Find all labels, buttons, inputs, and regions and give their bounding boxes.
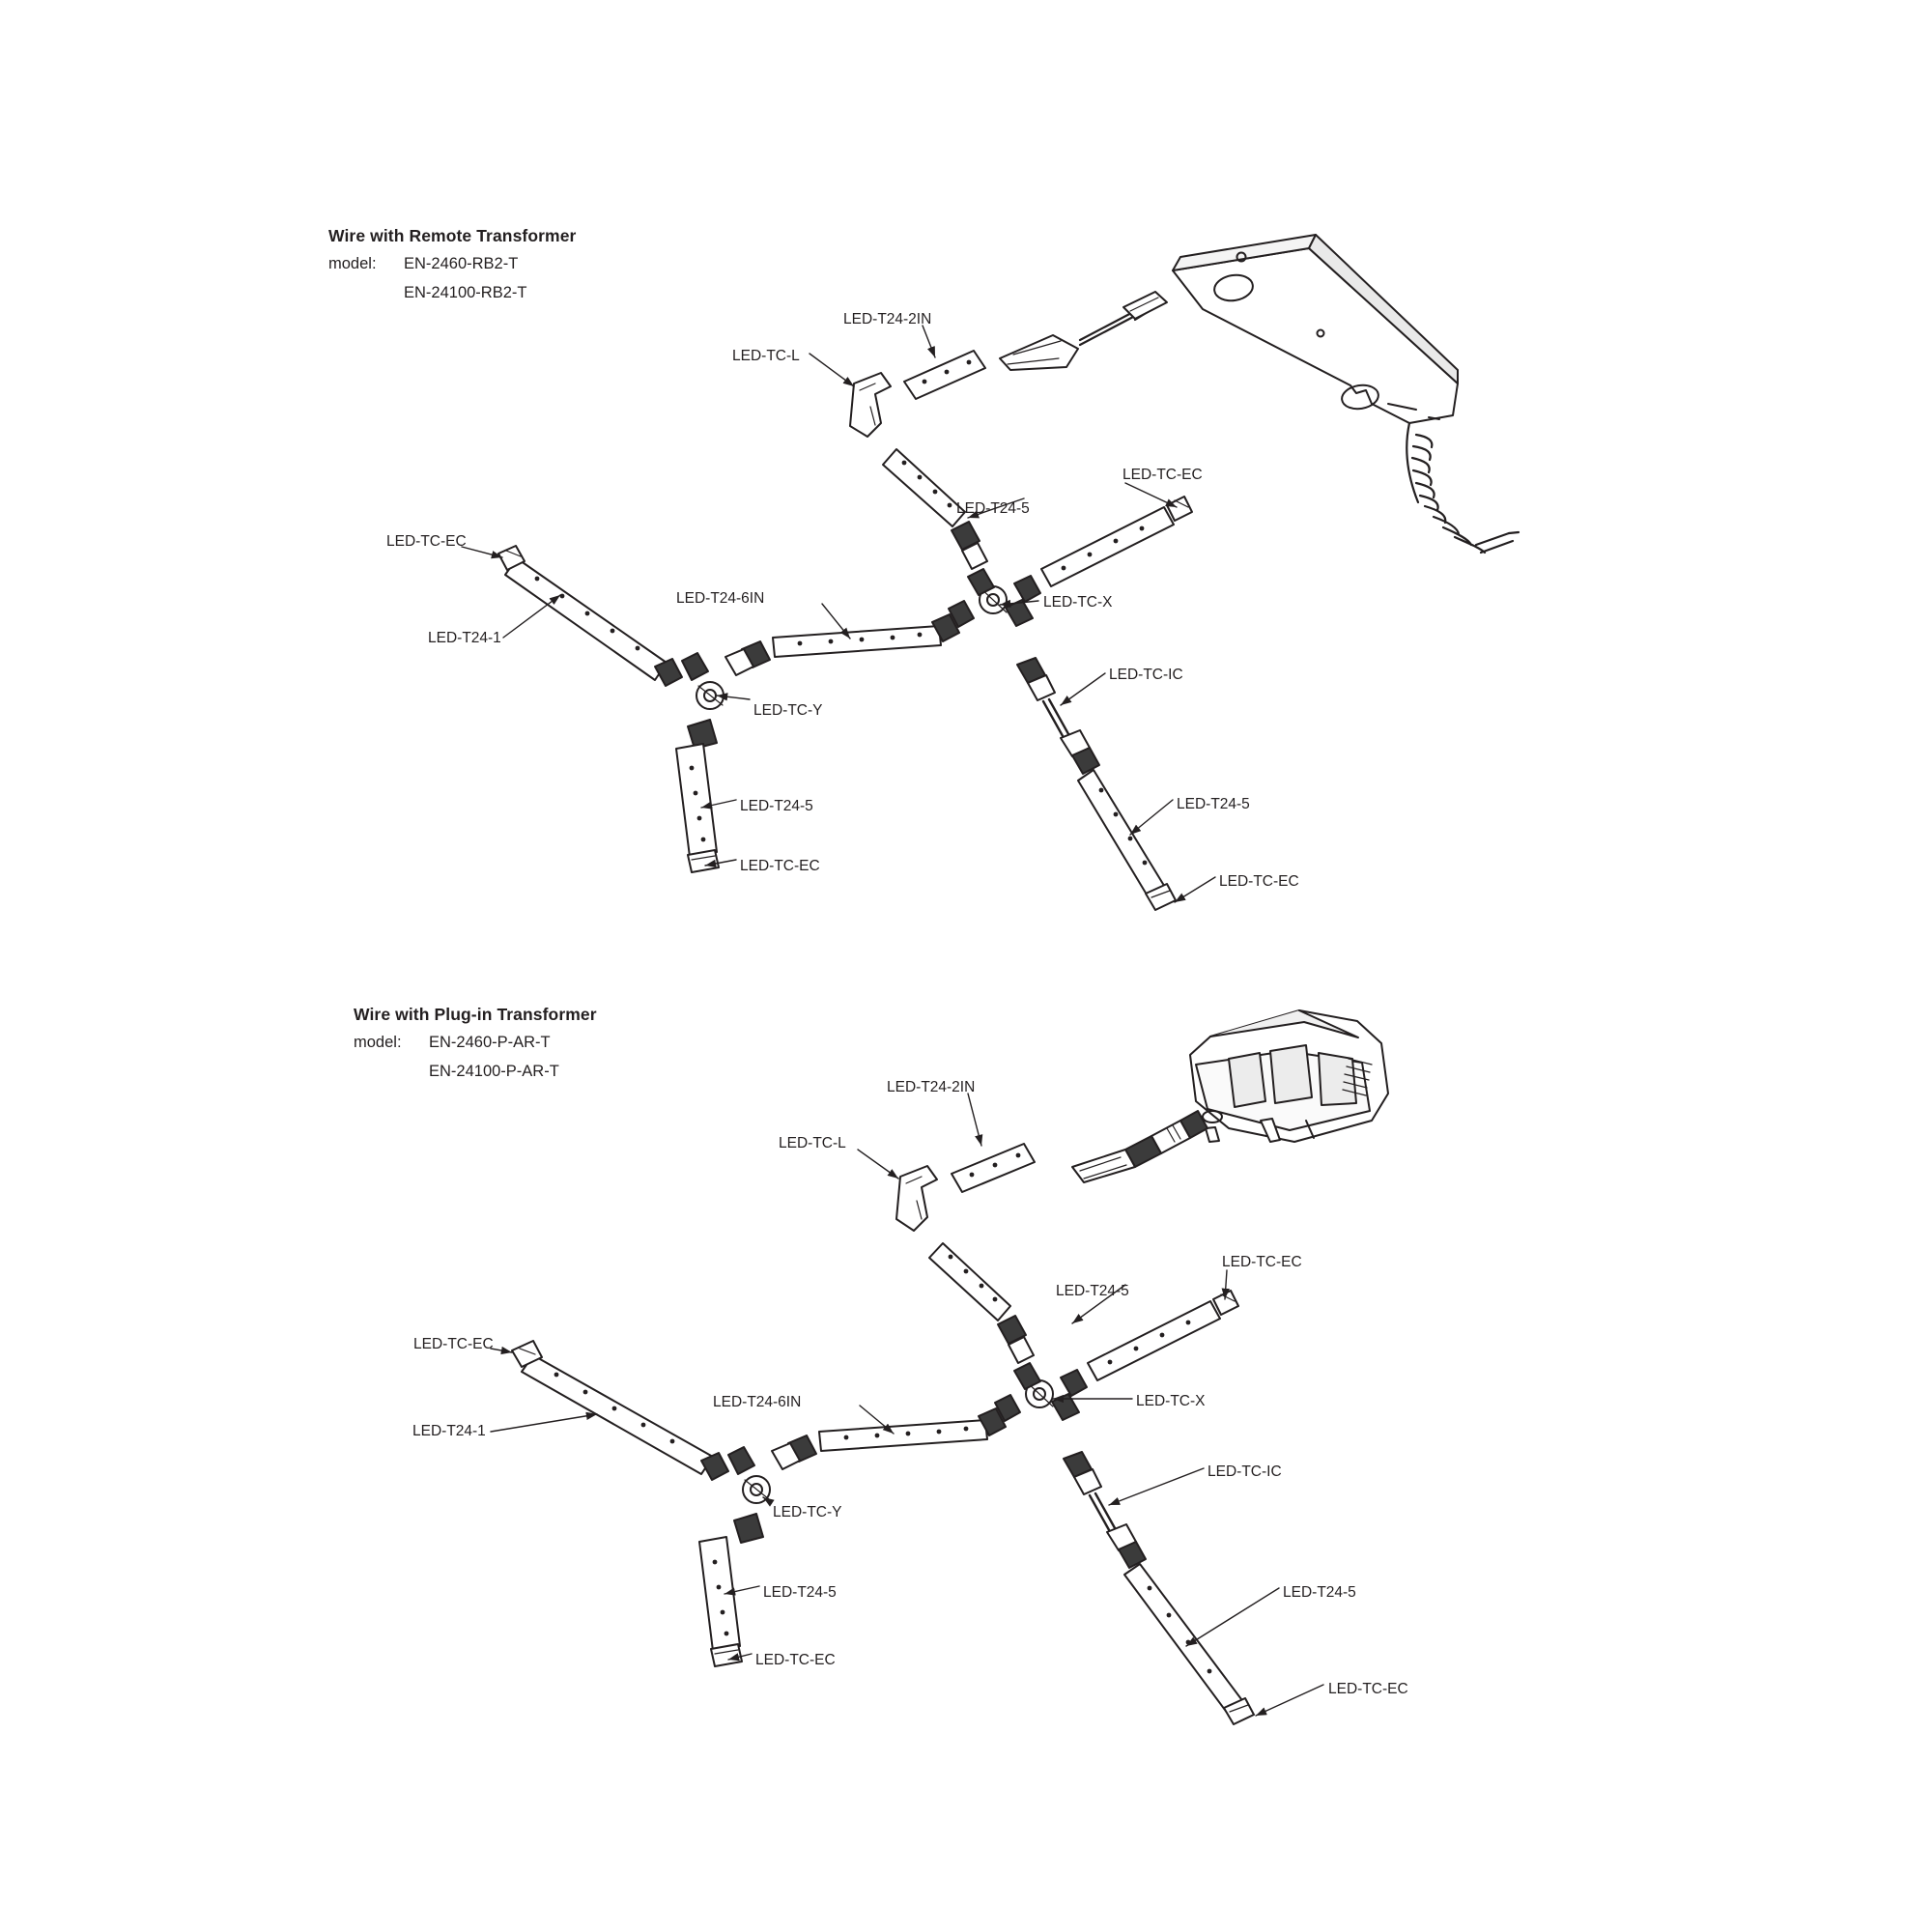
section-heading-plugin: Wire with Plug-in Transformer xyxy=(354,1005,597,1024)
strip-led-t24-1 xyxy=(522,1355,713,1474)
strip-led-t24-2in xyxy=(952,1144,1035,1192)
callout-led-tc-ec-top-right-plugin: LED-TC-EC xyxy=(1222,1254,1302,1270)
strip-led-t24-5-upper-right xyxy=(1088,1301,1220,1380)
callout-led-tc-ic-remote: LED-TC-IC xyxy=(1109,667,1183,683)
strip-led-t24-5-lower-right xyxy=(1124,1564,1244,1714)
callout-led-tc-y-remote: LED-TC-Y xyxy=(753,702,823,719)
end-cap-bottom-left xyxy=(711,1644,742,1666)
model-row-plugin-1 xyxy=(354,1034,551,1052)
model-value-plugin-1: EN-2460-P-AR-T xyxy=(429,1034,551,1051)
connector-led-tc-ic xyxy=(1017,658,1099,774)
callout-led-tc-ic-plugin: LED-TC-IC xyxy=(1208,1463,1282,1480)
assembly-remote-transformer xyxy=(462,235,1519,910)
strip-led-t24-5-lower-left xyxy=(699,1537,740,1651)
connector-led-tc-ic xyxy=(1064,1452,1146,1568)
callout-led-tc-l-remote: LED-TC-L xyxy=(732,348,800,364)
callout-led-t24-5-lower-right-remote: LED-T24-5 xyxy=(1177,796,1250,812)
transformer-power-cord xyxy=(1406,423,1519,553)
end-cap-bottom-left xyxy=(688,850,719,872)
callout-led-t24-5-upper-remote: LED-T24-5 xyxy=(956,500,1030,517)
end-cap-top-right xyxy=(1167,497,1192,521)
strip-led-t24-1 xyxy=(505,558,667,680)
callout-led-tc-x-remote: LED-TC-X xyxy=(1043,594,1113,611)
connector-flat-remote xyxy=(1000,335,1078,370)
model-row-plugin-2 xyxy=(429,1063,559,1081)
model-value-plugin-2: EN-24100-P-AR-T xyxy=(429,1063,559,1080)
plugin-transformer-housing xyxy=(1190,1010,1388,1142)
connector-led-tc-l xyxy=(896,1166,937,1231)
strip-led-t24-5-upper-left xyxy=(929,1243,1010,1321)
callout-led-t24-6in-remote: LED-T24-6IN xyxy=(676,590,765,607)
strip-led-t24-5-lower-left xyxy=(676,744,717,857)
model-label-remote: model: xyxy=(328,255,377,272)
strip-led-t24-6in xyxy=(773,626,941,657)
model-row-remote-2 xyxy=(404,284,526,302)
strip-led-t24-5-upper-right xyxy=(1041,507,1174,586)
remote-transformer-housing xyxy=(1173,235,1519,553)
callout-led-tc-ec-bottom-right-plugin: LED-TC-EC xyxy=(1328,1681,1408,1697)
strip-led-t24-6in xyxy=(819,1420,987,1451)
callout-led-t24-2in-plugin: LED-T24-2IN xyxy=(887,1079,976,1095)
strip-led-t24-2in xyxy=(904,351,985,399)
connector-plug-inline xyxy=(1072,1111,1208,1182)
callout-led-tc-ec-bottom-right-remote: LED-TC-EC xyxy=(1219,873,1299,890)
callout-led-t24-5-lower-left-remote: LED-T24-5 xyxy=(740,798,813,814)
strip-led-t24-5-upper-left xyxy=(883,449,965,526)
callout-led-t24-1-remote: LED-T24-1 xyxy=(428,630,501,646)
callout-led-tc-ec-bottom-left-remote: LED-TC-EC xyxy=(740,858,820,874)
callout-led-t24-5-upper-plugin: LED-T24-5 xyxy=(1056,1283,1129,1299)
connector-led-tc-y xyxy=(682,653,724,749)
connector-above-x xyxy=(998,1316,1034,1363)
callout-led-t24-5-lower-left-plugin: LED-T24-5 xyxy=(763,1584,837,1601)
callout-led-tc-x-plugin: LED-TC-X xyxy=(1136,1393,1206,1409)
connector-led-tc-l xyxy=(850,373,891,437)
connector-inline-remote xyxy=(1123,292,1167,319)
callout-led-t24-2in-remote: LED-T24-2IN xyxy=(843,311,932,327)
callout-led-tc-ec-left-plugin: LED-TC-EC xyxy=(413,1336,494,1352)
connector-led-tc-y xyxy=(728,1447,770,1543)
section-heading-remote: Wire with Remote Transformer xyxy=(328,226,577,245)
callout-led-tc-ec-bottom-left-plugin: LED-TC-EC xyxy=(755,1652,836,1668)
model-label-plugin: model: xyxy=(354,1034,402,1051)
callout-led-tc-ec-left-remote: LED-TC-EC xyxy=(386,533,467,550)
model-row-remote-1 xyxy=(328,255,518,273)
callout-led-t24-5-lower-right-plugin: LED-T24-5 xyxy=(1283,1584,1356,1601)
callout-led-tc-l-plugin: LED-TC-L xyxy=(779,1135,846,1151)
model-value-remote-2: EN-24100-RB2-T xyxy=(404,284,527,301)
callout-led-t24-6in-plugin: LED-T24-6IN xyxy=(713,1394,802,1410)
model-value-remote-1: EN-2460-RB2-T xyxy=(404,255,519,272)
connector-above-x xyxy=(952,522,987,569)
strip-led-t24-5-lower-right xyxy=(1078,770,1166,899)
callout-led-tc-ec-top-right-remote: LED-TC-EC xyxy=(1122,467,1203,483)
callout-led-tc-y-plugin: LED-TC-Y xyxy=(773,1504,842,1520)
connector-6in-left xyxy=(772,1435,816,1469)
callout-led-t24-1-plugin: LED-T24-1 xyxy=(412,1423,486,1439)
connector-6in-left xyxy=(725,641,770,675)
assembly-plugin-transformer xyxy=(491,1010,1388,1724)
